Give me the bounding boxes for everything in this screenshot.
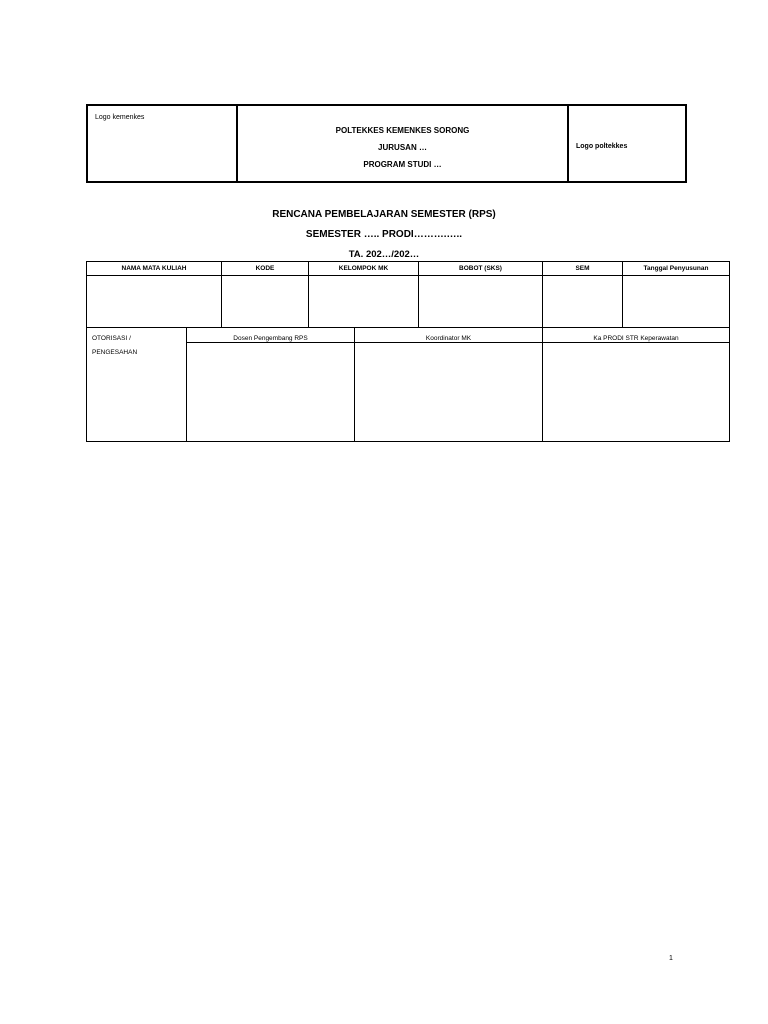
column-header-nama-mata-kuliah: NAMA MATA KULIAH xyxy=(87,262,222,276)
cell-tanggal-penyusunan xyxy=(623,276,730,328)
header-ka-prodi: Ka PRODI STR Keperawatan xyxy=(543,328,730,343)
program-studi-line: PROGRAM STUDI … xyxy=(363,160,442,169)
cell-nama-mata-kuliah xyxy=(87,276,222,328)
cell-kelompok-mk xyxy=(309,276,419,328)
jurusan-line: JURUSAN … xyxy=(378,143,427,152)
logo-poltekkes-placeholder: Logo poltekkes xyxy=(576,143,628,150)
table-header-row xyxy=(87,262,730,276)
authorization-label: OTORISASI / xyxy=(92,335,131,342)
cell-kode xyxy=(222,276,309,328)
semester-line: SEMESTER ….. PRODI……….….. xyxy=(305,229,463,240)
column-header-kelompok-mk: KELOMPOK MK xyxy=(309,262,419,276)
column-header-sem: SEM xyxy=(543,262,623,276)
authorization-table xyxy=(86,327,730,442)
logo-kemenkes-cell xyxy=(88,106,238,181)
logo-kemenkes-placeholder: Logo kemenkes xyxy=(95,114,145,121)
page-number: 1 xyxy=(669,955,673,962)
cell-sem xyxy=(543,276,623,328)
document-title: RENCANA PEMBELAJARAN SEMESTER (RPS) xyxy=(272,209,496,220)
table-row xyxy=(87,276,730,328)
academic-year-line: TA. 202…/202… xyxy=(348,249,420,260)
approval-label: PENGESAHAN xyxy=(92,349,138,356)
column-header-tanggal-penyusunan: Tanggal Penyusunan xyxy=(623,262,730,276)
header-koordinator-mk: Koordinator MK xyxy=(355,328,543,343)
header-dosen-pengembang: Dosen Pengembang RPS xyxy=(187,328,355,343)
signature-koordinator-mk xyxy=(355,343,543,442)
course-info-table xyxy=(86,261,730,328)
column-header-bobot-sks: BOBOT (SKS) xyxy=(419,262,543,276)
logo-poltekkes-cell xyxy=(569,106,685,181)
signature-dosen-pengembang xyxy=(187,343,355,442)
signature-ka-prodi xyxy=(543,343,730,442)
authorization-label-cell xyxy=(87,328,187,442)
letterhead-box xyxy=(86,104,687,183)
cell-bobot-sks xyxy=(419,276,543,328)
institution-name: POLTEKKES KEMENKES SORONG xyxy=(335,126,470,135)
institution-cell xyxy=(238,106,569,181)
column-header-kode: KODE xyxy=(222,262,309,276)
